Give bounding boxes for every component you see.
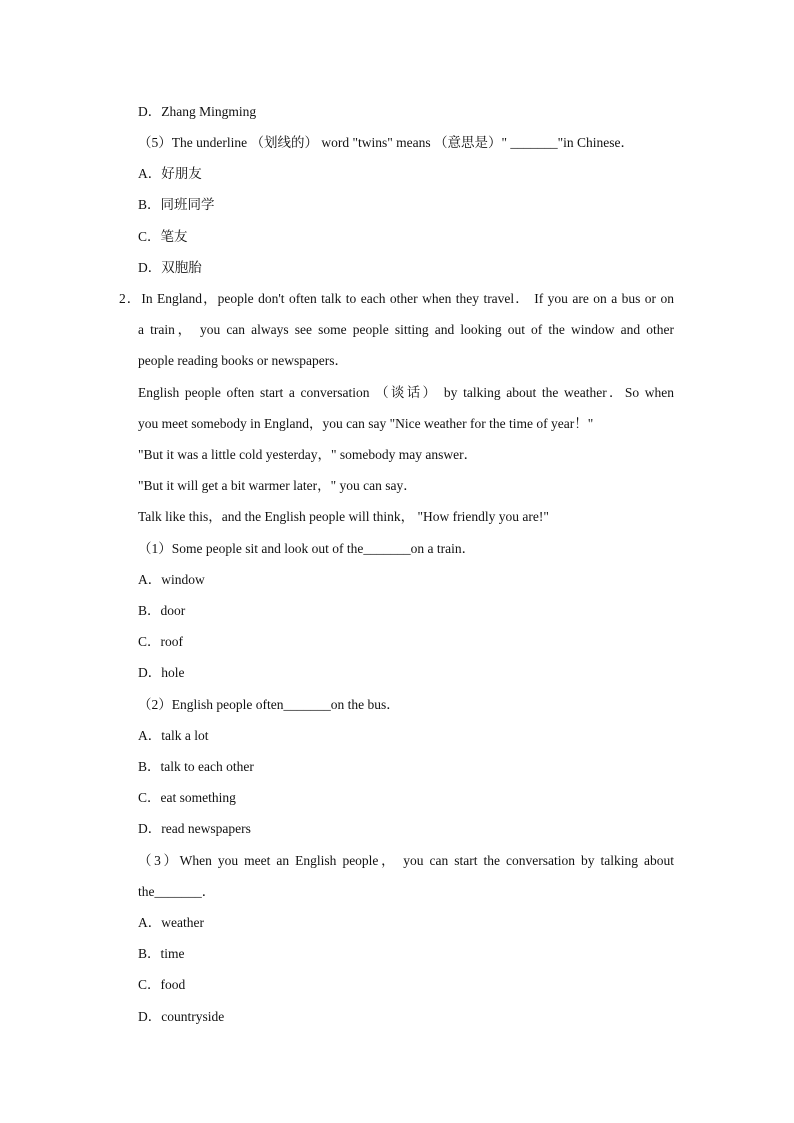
q2-sub2-option-b: B．talk to each other [138, 759, 254, 774]
q2-sub1-option-c: C．roof [138, 634, 183, 649]
q2-passage-line-2: a train， you can always see some people sitting and looking out of the window and other [138, 322, 674, 337]
q2-sub2-option-d: D．read newspapers [138, 821, 251, 836]
q2-sub1-option-b: B．door [138, 603, 186, 618]
q1-sub5-option-a: A．好朋友 [138, 166, 202, 181]
q1-sub5-option-d: D．双胞胎 [138, 260, 202, 275]
q2-passage-line-3: people reading books or newspapers． [138, 353, 348, 368]
q2-sub1-stem: （1）Some people sit and look out of the_______on a train． [138, 541, 476, 556]
q2-sub2-stem: （2）English people often_______on the bus． [138, 697, 400, 712]
q2-sub1-option-d: D．hole [138, 665, 185, 680]
q2-sub3-stem-line-1: （3）When you meet an English people， you can start the conversation by talking about [138, 853, 674, 868]
q2-passage-line-8: Talk like this，and the English people will think， "How friendly you are!" [138, 509, 549, 524]
q1-sub5-option-c: C．笔友 [138, 229, 188, 244]
q2-sub1-option-a: A．window [138, 572, 205, 587]
q2-passage-line-5: you meet somebody in England，you can say "Nice weather for the time of year！" [138, 416, 594, 431]
q2-sub3-option-a: A．weather [138, 915, 204, 930]
q1-sub5-stem: （5）The underline （划线的） word "twins" means （意思是）" _______"in Chinese． [138, 135, 634, 150]
q2-sub3-option-b: B．time [138, 946, 185, 961]
q2-sub3-option-c: C．food [138, 977, 186, 992]
q2-passage-line-1: 2．In England，people don't often talk to each other when they travel． If you are on a bus or on [119, 291, 674, 306]
q2-sub2-option-a: A．talk a lot [138, 728, 209, 743]
q2-passage-line-6: "But it was a little cold yesterday，" somebody may answer． [138, 447, 478, 462]
q2-passage-line-4: English people often start a conversation （谈话） by talking about the weather．So when [138, 385, 674, 400]
q2-sub2-option-c: C．eat something [138, 790, 236, 805]
q2-passage-line-7: "But it will get a bit warmer later，" you can say． [138, 478, 417, 493]
q1-sub5-option-b: B．同班同学 [138, 197, 215, 212]
q1-option-d: D．Zhang Mingming [138, 104, 257, 119]
q2-sub3-option-d: D．countryside [138, 1009, 225, 1024]
q2-sub3-stem-line-2: the_______． [138, 884, 216, 899]
